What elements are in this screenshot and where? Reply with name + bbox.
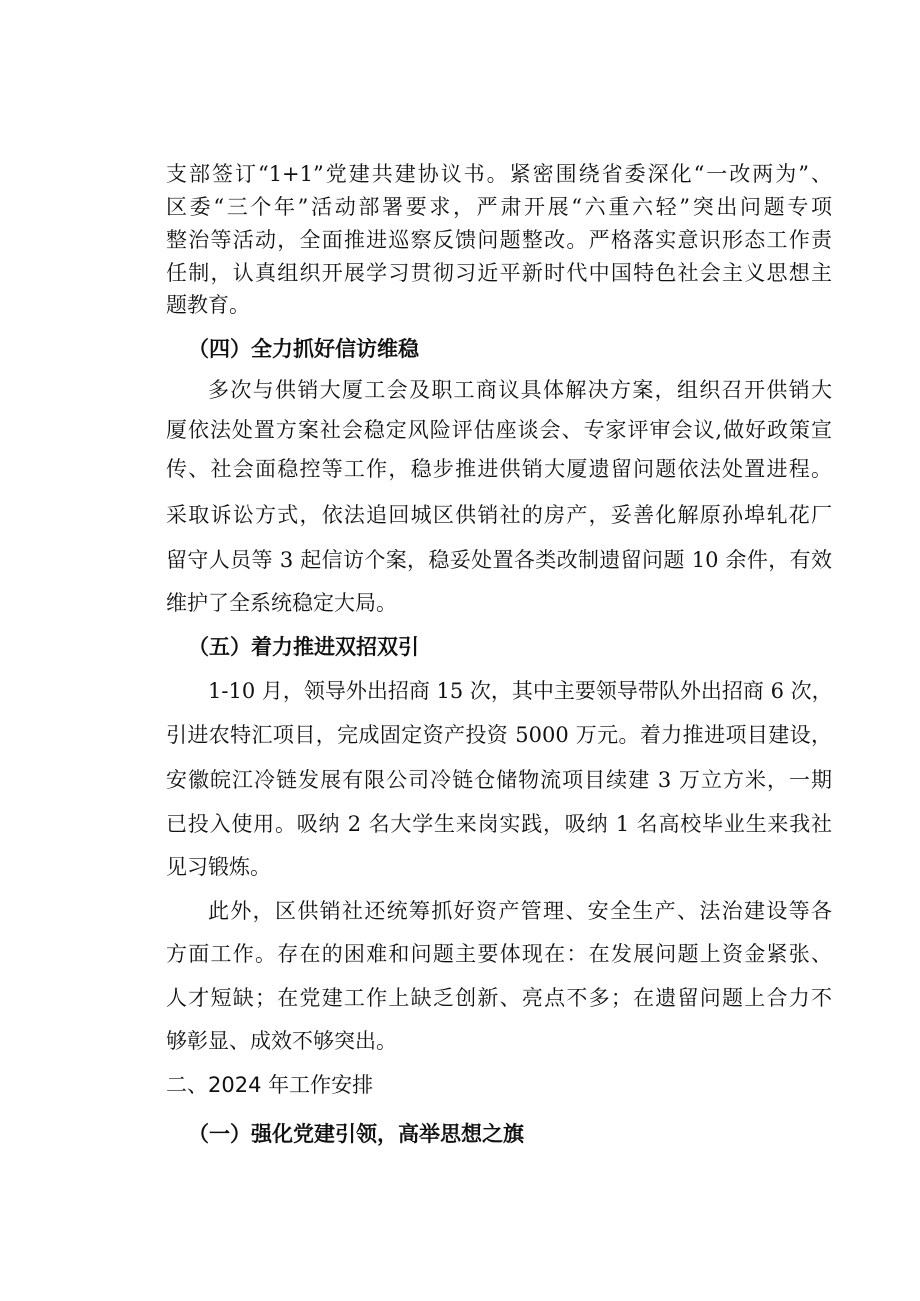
paragraph-line: 1-10 月，领导外出招商 15 次，其中主要领导带队外出招商 6 次， [208,679,833,703]
section-2-heading: 二、2024 年工作安排 [166,1073,374,1097]
paragraph-line: 方面工作。存在的困难和问题主要体现在：在发展问题上资金紧张、 [166,942,832,966]
paragraph-line: 传、社会面稳控等工作，稳步推进供销大厦遗留问题依法处置进程。 [166,457,832,481]
paragraph-line: 支部签订“1+1”党建共建协议书。紧密围绕省委深化“一改两为”、 [166,162,832,186]
paragraph-line: 引进农特汇项目，完成固定资产投资 5000 万元。着力推进项目建设， [166,723,832,747]
paragraph-line: 已投入使用。吸纳 2 名大学生来岗实践，吸纳 1 名高校毕业生来我社 [166,812,832,836]
paragraph-line: 人才短缺；在党建工作上缺乏创新、亮点不多；在遗留问题上合力不 [166,986,832,1010]
section-heading-1: （一）强化党建引领，高举思想之旗 [188,1122,524,1146]
paragraph-line: 此外，区供销社还统筹抓好资产管理、安全生产、法治建设等各 [208,899,832,923]
paragraph-line: 留守人员等 3 起信访个案，稳妥处置各类改制遗留问题 10 余件，有效 [166,548,832,572]
paragraph-line: 多次与供销大厦工会及职工商议具体解决方案，组织召开供销大 [208,378,832,402]
paragraph-line: 任制，认真组织开展学习贯彻习近平新时代中国特色社会主义思想主 [166,261,832,285]
paragraph-line: 够彰显、成效不够突出。 [166,1029,397,1053]
paragraph-line: 厦依法处置方案社会稳定风险评估座谈会、专家评审会议,做好政策宣 [166,418,832,442]
paragraph-line: 题教育。 [166,293,250,317]
paragraph-line: 区委“三个年”活动部署要求，严肃开展“六重六轻”突出问题专项 [166,195,832,219]
paragraph-line: 安徽皖江冷链发展有限公司冷链仓储物流项目续建 3 万立方米，一期 [166,768,832,792]
paragraph-line: 整治等活动，全面推进巡察反馈问题整改。严格落实意识形态工作责 [166,228,832,252]
paragraph-line: 采取诉讼方式，依法追回城区供销社的房产，妥善化解原孙埠轧花厂 [166,503,832,527]
paragraph-line: 见习锻炼。 [166,855,271,879]
section-heading-4: （四）全力抓好信访维稳 [188,337,419,361]
paragraph-line: 维护了全系统稳定大局。 [166,591,397,615]
section-heading-5: （五）着力推进双招双引 [188,635,419,659]
